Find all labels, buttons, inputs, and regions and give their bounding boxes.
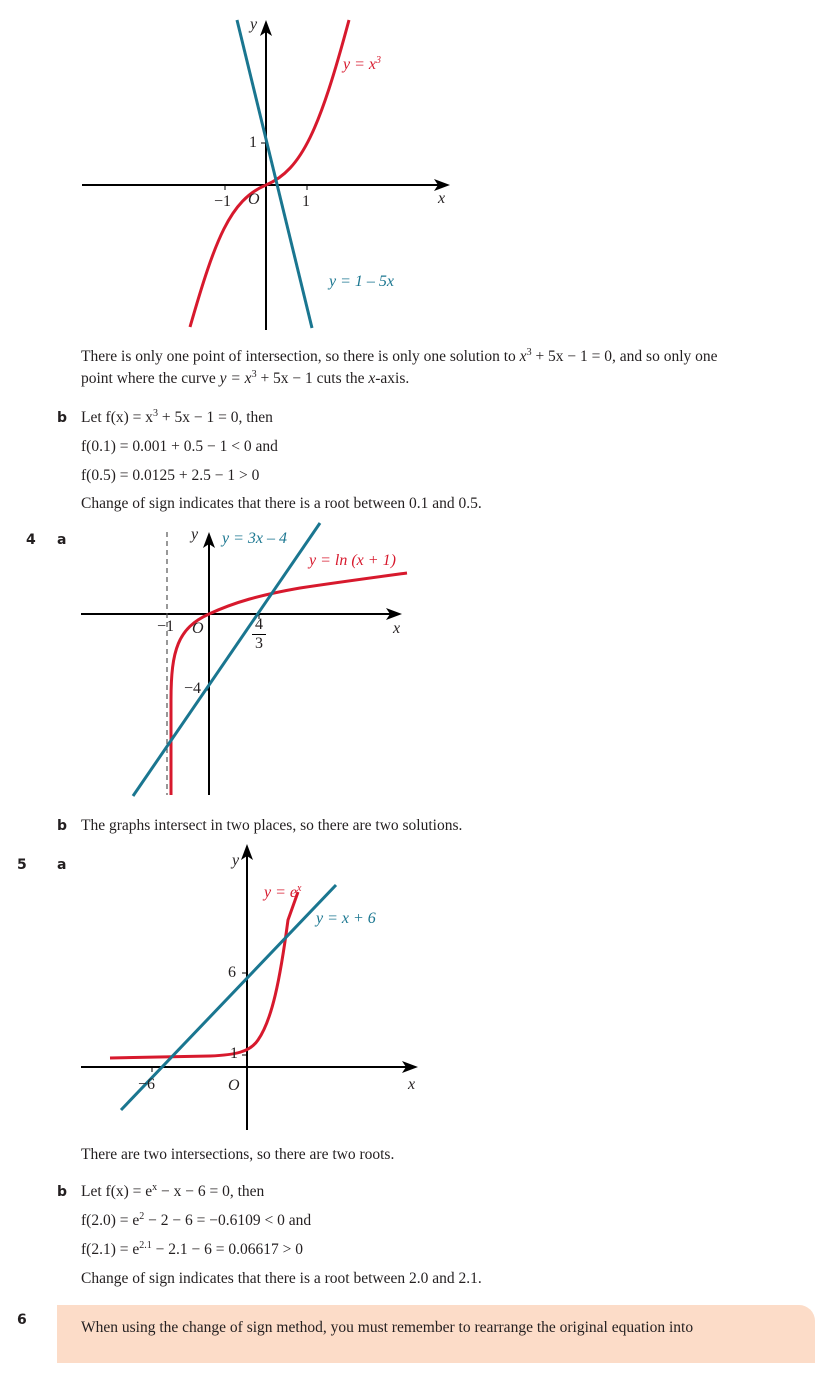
y-axis-label: y — [232, 852, 240, 869]
ln-curve — [171, 573, 407, 795]
tip-text: When using the change of sign method, you must remember to rearrange the original equation into — [81, 1319, 694, 1336]
exp-curve — [110, 892, 298, 1058]
graph-cubic-and-line — [0, 0, 834, 340]
origin-label: O — [248, 191, 260, 208]
q5-b-line1: Let $f(x) = e^x - x - 6 = 0$, then — [81, 1182, 265, 1200]
y-tick-minus-4: −4 — [184, 680, 202, 697]
q5-part-b-label: b — [57, 1184, 68, 1200]
x-axis-label: x — [393, 620, 401, 637]
x-axis-label: x — [438, 190, 446, 207]
graph-ln-and-line — [0, 520, 834, 810]
cubic-curve — [190, 20, 349, 327]
ln-curve-label: y = ln (x + 1) — [309, 552, 396, 569]
line-label: y = x + 6 — [316, 910, 376, 927]
q3-b-line1: Let $f(x) = x^3 + 5x - 1 = 0$, then — [81, 408, 273, 426]
cubic-label: $y = x^3$ — [343, 55, 381, 73]
graph2-svg — [0, 520, 834, 810]
line-label: y = 3x – 4 — [222, 530, 287, 547]
q3-conclusion-line2: point where the curve $y = x^3 + 5x - 1$ cuts the x-axis. — [81, 369, 410, 387]
q5-b-line3: $f(2.1) = e^{2.1} - 2.1 - 6 = 0.06617 > 0$ — [81, 1240, 303, 1258]
y-tick-1: 1 — [249, 134, 257, 151]
y-axis-label: y — [191, 526, 199, 543]
graph3-svg — [0, 820, 834, 1140]
question-number-6: 6 — [17, 1312, 27, 1328]
line-1-minus-5x — [237, 20, 312, 328]
question-number-5: 5 — [17, 857, 27, 873]
graph1-svg — [0, 0, 834, 340]
exp-curve-label: $y = e^x$ — [264, 883, 302, 901]
q5-part-a-label: a — [57, 857, 67, 873]
q3-b-line3: f(0.5) = 0.0125 + 2.5 − 1 > 0 — [81, 467, 260, 484]
y-axis-label: y — [250, 16, 258, 33]
question-number-4: 4 — [26, 532, 36, 548]
x-tick-minus-1: −1 — [214, 193, 232, 210]
q5-b-line4: Change of sign indicates that there is a root between 2.0 and 2.1. — [81, 1270, 482, 1287]
q3-conclusion-line1: There is only one point of intersection, so there is only one solution to $x^3 + 5x - 1 = 0$, and so only one — [81, 347, 718, 365]
q5-part-a-conclusion: There are two intersections, so there are two roots. — [81, 1146, 395, 1163]
line-label: y = 1 – 5x — [329, 273, 394, 290]
q3-b-line2: f(0.1) = 0.001 + 0.5 − 1 < 0 and — [81, 438, 278, 455]
x-tick-1: 1 — [302, 193, 310, 210]
q5-b-line2: $f(2.0) = e^2 - 2 - 6 = -0.6109 < 0$ and — [81, 1211, 312, 1229]
y-tick-6: 6 — [228, 964, 236, 981]
x-tick-four-thirds: 4 3 — [252, 616, 266, 653]
y-tick-1: 1 — [230, 1045, 238, 1062]
origin-label: O — [192, 620, 204, 637]
tip-box — [57, 1305, 815, 1363]
q4-part-a-label: a — [57, 532, 67, 548]
line-3x-minus-4 — [133, 523, 320, 796]
q3-b-line4: Change of sign indicates that there is a root between 0.1 and 0.5. — [81, 495, 482, 512]
origin-label: O — [228, 1077, 240, 1094]
q3-part-b-label: b — [57, 410, 68, 426]
graph-exp-and-line — [0, 820, 834, 1140]
x-tick-minus-1: −1 — [157, 618, 175, 635]
x-tick-minus-6: −6 — [138, 1076, 156, 1093]
q4-part-b-text: The graphs intersect in two places, so there are two solutions. — [81, 817, 463, 834]
q4-part-b-label: b — [57, 818, 68, 834]
x-axis-label: x — [408, 1076, 416, 1093]
